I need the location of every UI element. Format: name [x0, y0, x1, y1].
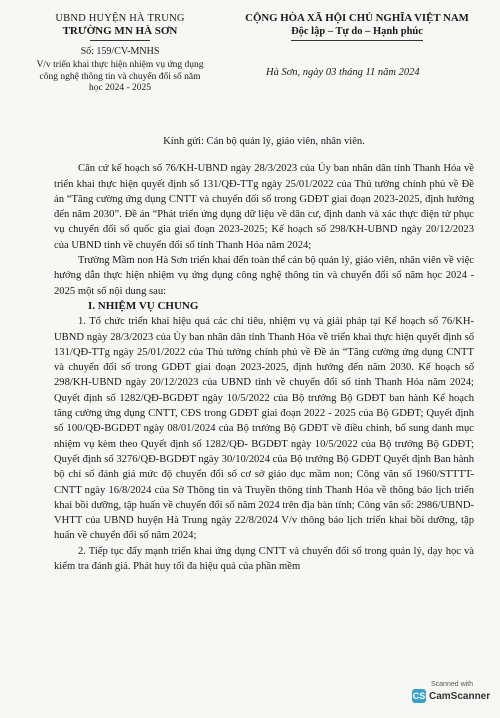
recipient-line: Kính gửi: Cán bộ quản lý, giáo viên, nhân viên. — [163, 136, 365, 147]
document-number: Số: 159/CV-MNHS — [80, 46, 160, 57]
nation-title: CỘNG HÒA XÃ HỘI CHỦ NGHĨA VIỆT NAM — [245, 12, 469, 24]
camscanner-logo-icon: CS — [412, 691, 426, 701]
national-motto: Độc lập – Tự do – Hạnh phúc — [291, 26, 423, 37]
camscanner-watermark — [412, 681, 492, 713]
document-subject: V/v triển khai thực hiện nhiệm vụ ứng dụng công nghệ thông tin và chuyển đổi số năm học 2024 - 2025 — [36, 60, 204, 93]
issuer-org: UBND HUYỆN HÀ TRUNG — [55, 13, 185, 24]
document-body — [54, 134, 474, 574]
watermark-brand — [412, 689, 492, 703]
list-item-2: 2. Tiếp tục đẩy mạnh triển khai ứng dụng CNTT và chuyển đổi số trong quản lý, dạy học và kiểm tra đánh giá. Phát huy tối đa hiệu quả của phần mềm — [54, 545, 474, 573]
watermark-brand-name: CamScanner — [429, 690, 491, 702]
motto-underline — [291, 40, 423, 41]
issuer-underline — [90, 40, 150, 41]
list-item-1: 1. Tổ chức triển khai hiệu quả các chỉ tiêu, nhiệm vụ và giải pháp tại Kế hoạch số 76/KH-UBND ngày 28/3/2023 của Ủy ban nhân dân tỉnh Thanh Hóa về triển khai thực hiện quyết định số 131/QĐ-TTg ngày 25/01/2022 của Thủ tướng chính phủ về Đề án “Tăng cường ứng dụng CNTT và chuyển đổi số trong GDĐT giai đoạn 2023-2025, định hướng đến năm 2030. Kế hoạch số 298/KH-UBND ngày 20/12/2023 của UBND tỉnh về chuyển đổi số tỉnh Thanh Hóa năm 2024; Quyết định số 1282/QĐ-BGDĐT ngày 10/5/2022 của Bộ trưởng Bộ GDĐT ban hành Kế hoạch tăng cường ứng dụng CNTT, CĐS trong GDĐT giai đoạn 2022 - 2025 của Bộ GDĐT; Quyết định số 100/QĐ-BGDĐT ngày 08/01/2024 của Bộ trưởng Bộ GDĐT về điều chỉnh, bổ sung danh mục nhiệm vụ kèm theo Quyết định số 1282/QĐ- BGDĐT ngày 10/5/2022 của Bộ trưởng Bộ GDĐT; Quyết định số 3276/QĐ-BGDĐT ngày 30/10/2024 của Bộ trưởng Bộ GDĐT Quyết định Ban hành bộ chỉ số đánh giá mức độ chuyển đổi số cơ sở giáo dục mầm non; Công văn số 1960/STTTT-CNTT ngày 16/8/2024 của Sở Thông tin và Truyền thông tỉnh Thanh Hóa về thông báo lịch triển khai bồi dưỡng, tập huấn về chuyển đổi số năm 2024 trên địa bàn tỉnh; Công văn số: 2986/UBND-VHTT của UBND huyện Hà Trung ngày 22/8/2024 V/v thông báo lịch triển khai bồi dưỡng, tập huấn về chuyển đổi số năm 2024; — [54, 316, 474, 542]
document-date: Hà Sơn, ngày 03 tháng 11 năm 2024 — [266, 67, 420, 78]
watermark-caption: Scanned with — [430, 681, 474, 688]
national-header — [226, 12, 488, 78]
paragraph-legal-basis: Căn cứ kế hoạch số 76/KH-UBND ngày 28/3/2023 của Ủy ban nhân dân tỉnh Thanh Hóa về triển khai thực hiện quyết định số 131/QĐ-TTg ngày 25/01/2022 của Thủ tướng chính phủ về Đề án “Tăng cường ứng dụng CNTT và chuyển đổi số trong GDĐT giai đoạn 2023-2025, định hướng đến năm 2030”. Đề án “Phát triển ứng dụng dữ liệu về dân cư, định danh và xác thực điện tử phục vụ chuyển đổi số quốc gia giai đoạn 2023-2025; Kế hoạch số 298/KH-UBND ngày 20/12/2023 của UBND tỉnh về chuyển đổi số tỉnh Thanh Hóa năm 2024; — [54, 163, 474, 251]
issuer-school: TRƯỜNG MN HÀ SƠN — [62, 25, 178, 37]
issuer-block — [20, 12, 220, 95]
section-heading: I. NHIỆM VỤ CHUNG — [88, 299, 199, 312]
paragraph-intro: Trường Mầm non Hà Sơn triển khai đến toàn thể cán bộ quản lý, giáo viên, nhân viên về việc hướng dẫn thực hiện nhiệm vụ ứng dụng công nghệ thông tin và chuyển đổi số năm học 2024 - 2025 một số nội dung sau: — [54, 255, 474, 297]
